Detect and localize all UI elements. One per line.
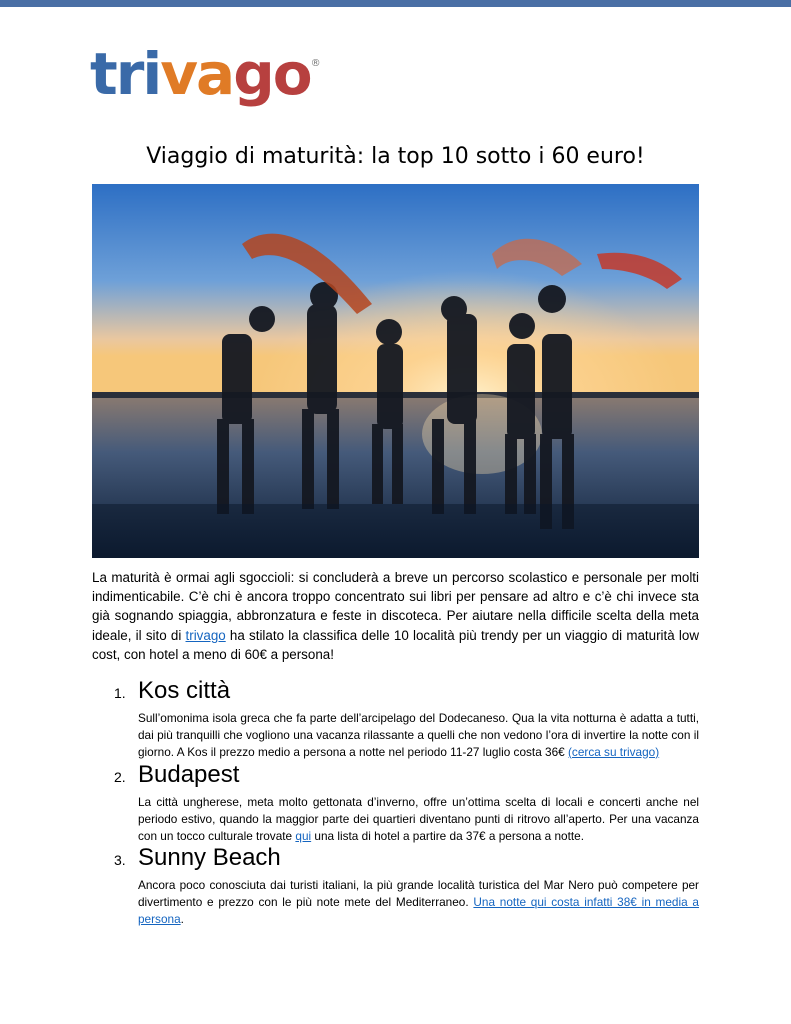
item-text: Sull’omonima isola greca che fa parte dell’arcipelago del Dodecaneso. Qua la vita notturna è adatta a tutti, dai più tranquilli che vogliono una vacanza rilassante a quelli che non vedono l’ora di invertire la notte con il giorno. A Kos il prezzo medio a persona a notte nel periodo 11-27 luglio costa 36€ <box>138 711 699 759</box>
logo-letter-o: o <box>272 40 311 108</box>
intro-paragraph <box>92 568 699 664</box>
item-description <box>138 877 699 927</box>
article-title: Viaggio di maturità: la top 10 sotto i 60 euro! <box>146 144 645 169</box>
item-text-after: . <box>180 911 184 926</box>
intro-text-start: La maturità è ormai agli sgoccioli: si concluderà a breve un percorso scolastico e personale per molti indimenticabile. C’è chi è ancora troppo concentrato sui libri per pensare ad altro e c’è chi invece sta già sognando spiaggia, abbronzatura e feste in discoteca. Per aiutare nella difficile scelta della meta ideale, il sito di <box>92 570 699 643</box>
logo-letter-a: a <box>196 40 234 108</box>
item-number: 3. <box>114 852 126 868</box>
trivago-link[interactable]: trivago <box>185 627 226 643</box>
trivago-logo <box>90 40 321 108</box>
registered-mark: ® <box>310 58 321 69</box>
item-description <box>138 794 699 844</box>
item-text-after: una lista di hotel a partire da 37€ a persona a notte. <box>311 828 584 843</box>
item-description <box>138 710 699 760</box>
hero-photo-friends-dancing-at-sunset <box>92 184 699 558</box>
hotel-list-link[interactable]: qui <box>295 828 312 843</box>
item-text: La città ungherese, meta molto gettonata d’inverno, offre un’ottima scelta di locali e concerti anche nel periodo estivo, quando la maggior parte dei quartieri diventano punti di ritrovo all’aperto. Per una vacanza con un tocco culturale trovate <box>138 795 699 843</box>
item-number: 2. <box>114 769 126 785</box>
logo-letter-t: t <box>90 40 116 108</box>
top-accent-bar <box>0 0 791 7</box>
price-per-night-link[interactable]: Una notte qui costa infatti 38€ in media a persona <box>138 894 699 926</box>
item-text: Ancora poco conosciuta dai turisti italiani, la più grande località turistica del Mar Nero può competere per divertimento e prezzo con le più note mete del Mediterraneo. <box>138 878 699 909</box>
logo-letter-r: r <box>115 40 143 108</box>
intro-text-end: ha stilato la classifica delle 10 località più trendy per un viaggio di maturità low cost, con hotel a meno di 60€ a persona! <box>92 627 699 662</box>
logo-letter-v: v <box>160 40 197 108</box>
item-heading: Kos città <box>138 677 231 704</box>
item-heading: Budapest <box>138 761 240 788</box>
item-number: 1. <box>114 685 126 701</box>
search-on-trivago-link[interactable]: (cerca su trivago) <box>568 744 660 759</box>
logo-letter-g: g <box>233 40 273 108</box>
logo-letter-i: i <box>142 40 161 108</box>
item-heading: Sunny Beach <box>138 844 281 871</box>
